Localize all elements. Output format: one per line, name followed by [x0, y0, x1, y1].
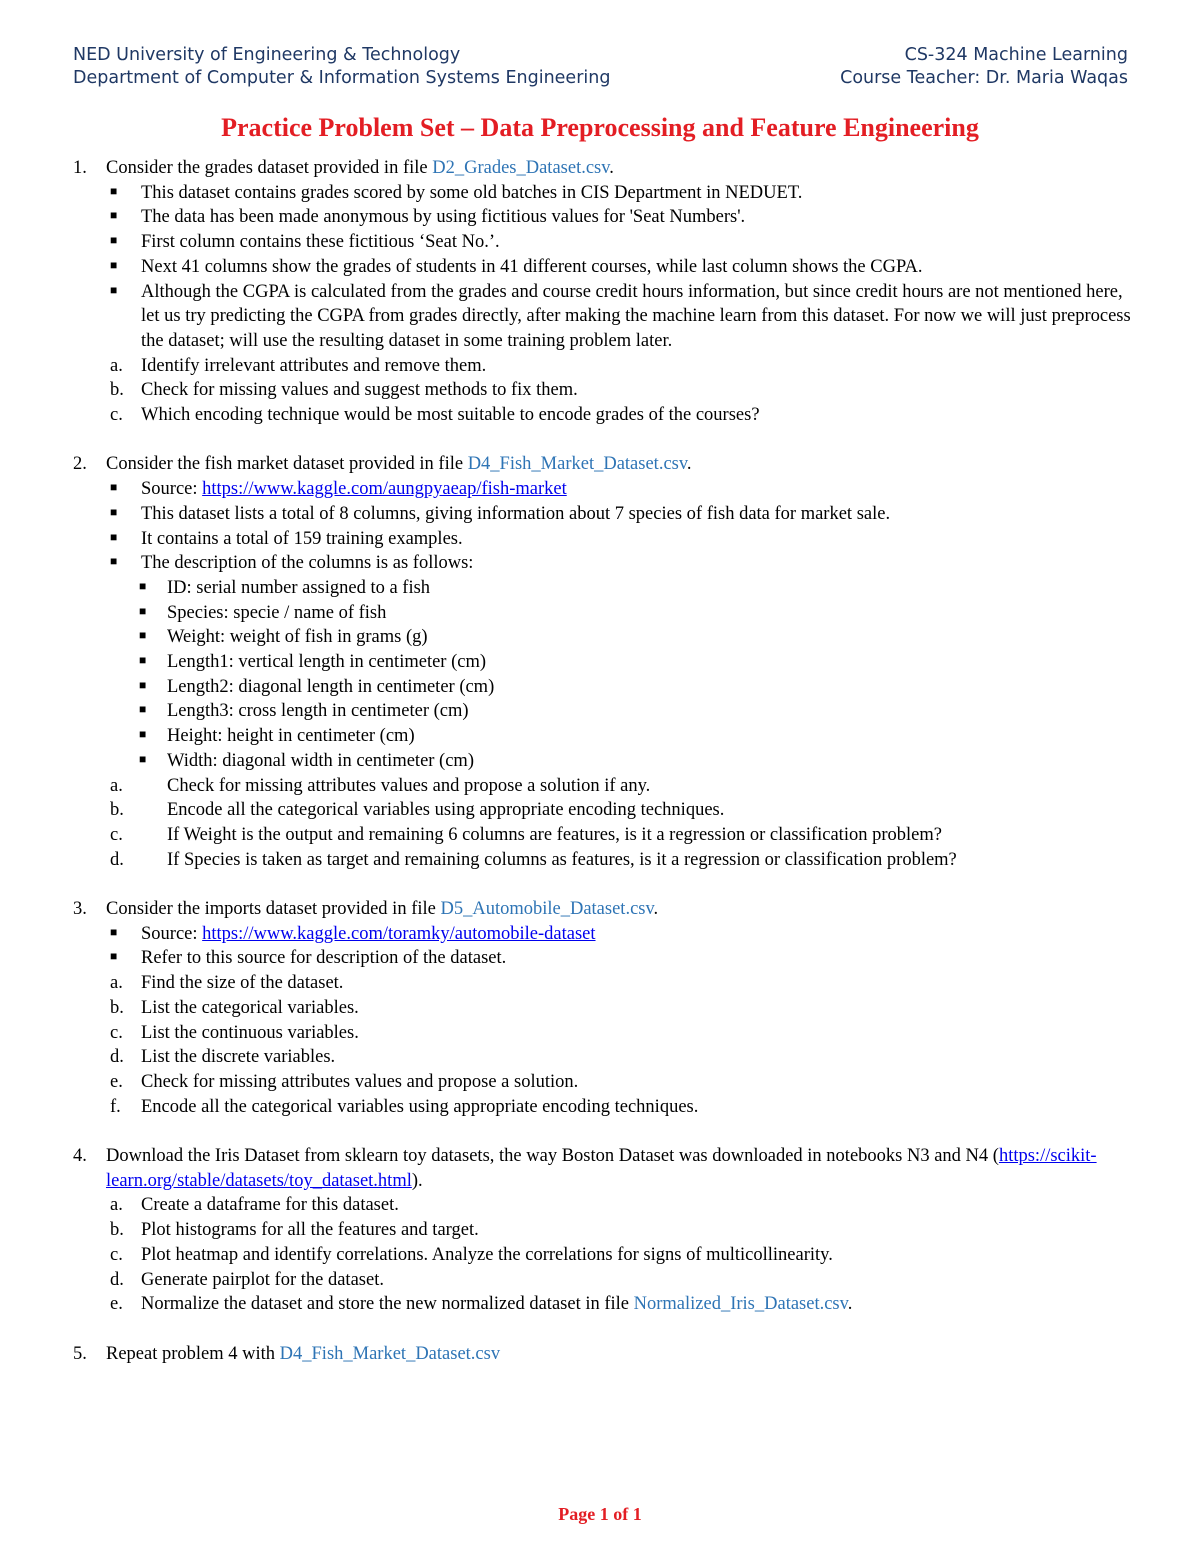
list-item	[73, 848, 1133, 873]
item-marker: e.	[110, 1294, 123, 1315]
file-name: D2_Grades_Dataset.csv	[432, 158, 610, 178]
item-marker: f.	[110, 1096, 121, 1117]
column-item	[73, 576, 1133, 601]
problem-lead: Consider the fish market dataset provided in file	[106, 454, 468, 475]
item-text: Encode all the categorical variables using appropriate encoding techniques.	[167, 800, 725, 821]
list-item	[73, 823, 1133, 848]
list-item	[73, 378, 1133, 403]
toy-dataset-link[interactable]: https://scikit-learn.org/stable/datasets/toy_dataset.html	[106, 1146, 1097, 1191]
university-name: NED University of Engineering & Technology	[73, 45, 461, 65]
item-marker: c.	[110, 824, 123, 845]
item-text: Create a dataframe for this dataset.	[141, 1195, 399, 1216]
problem-5	[73, 1342, 1133, 1367]
bullet-text: Next 41 columns show the grades of students in 41 different courses, while last column shows the CGPA.	[141, 256, 923, 277]
document-title: Practice Problem Set – Data Preprocessing and Feature Engineering	[221, 113, 979, 142]
item-marker: b.	[110, 800, 124, 821]
list-item	[73, 922, 1133, 947]
problem-number: 2.	[73, 454, 87, 475]
item-text: List the categorical variables.	[141, 997, 359, 1018]
problem-lead: Consider the grades dataset provided in file	[106, 158, 433, 178]
list-item	[73, 205, 1133, 230]
item-marker: b.	[110, 997, 124, 1018]
list-item	[73, 1193, 1133, 1218]
problem-number: 5.	[73, 1343, 87, 1364]
file-name: D5_Automobile_Dataset.csv	[440, 899, 654, 920]
source-label: Source:	[141, 923, 203, 944]
problem-lead: Repeat problem 4 with	[106, 1343, 280, 1364]
list-item	[73, 354, 1133, 379]
page-number: Page 1 of 1	[558, 1504, 642, 1524]
department-name: Department of Computer & Information Systems Engineering	[73, 68, 611, 88]
list-item	[73, 551, 1133, 576]
list-item	[73, 971, 1133, 996]
item-text: Find the size of the dataset.	[141, 973, 344, 994]
list-item	[73, 1268, 1133, 1293]
bullet-icon: ■	[110, 183, 118, 198]
column-text: Length3: cross length in centimeter (cm)	[167, 701, 469, 722]
list-item	[73, 477, 1133, 502]
course-name: CS-324 Machine Learning	[904, 45, 1128, 65]
bullet-icon: ■	[139, 603, 147, 618]
problem-4	[73, 1144, 1133, 1317]
bullet-text: First column contains these fictitious ‘Seat No.’.	[141, 232, 500, 253]
problem-3	[73, 897, 1133, 1119]
bullet-text: The data has been made anonymous by using fictitious values for 'Seat Numbers'.	[141, 207, 746, 228]
list-item	[73, 502, 1133, 527]
column-item	[73, 699, 1133, 724]
item-text: List the discrete variables.	[141, 1047, 336, 1068]
course-teacher: Course Teacher: Dr. Maria Waqas	[840, 68, 1128, 88]
list-item	[73, 527, 1133, 552]
list-item	[73, 774, 1133, 799]
bullet-icon: ■	[110, 480, 118, 495]
bullet-icon: ■	[139, 702, 147, 717]
item-marker: b.	[110, 1220, 124, 1241]
problem-1	[73, 156, 1133, 428]
item-marker: b.	[110, 380, 124, 401]
problem-lead: Download the Iris Dataset from sklearn toy datasets, the way Boston Dataset was downloaded in notebooks N3 and N4 (	[106, 1146, 999, 1167]
item-marker: c.	[110, 405, 123, 426]
list-item	[73, 1021, 1133, 1046]
list-item	[73, 996, 1133, 1021]
bullet-text: It contains a total of 159 training examples.	[141, 528, 463, 549]
list-item	[73, 403, 1133, 428]
item-marker: e.	[110, 1071, 123, 1092]
problem-list	[73, 156, 1133, 1391]
item-text: If Weight is the output and remaining 6 columns are features, is it a regression or classification problem?	[167, 824, 942, 845]
column-text: ID: serial number assigned to a fish	[167, 577, 431, 598]
item-marker: a.	[110, 355, 123, 376]
column-item	[73, 724, 1133, 749]
column-item	[73, 675, 1133, 700]
bullet-icon: ■	[139, 578, 147, 593]
bullet-icon: ■	[139, 751, 147, 766]
file-name: D4_Fish_Market_Dataset.csv	[467, 454, 687, 475]
item-text: Encode all the categorical variables using appropriate encoding techniques.	[141, 1096, 699, 1117]
bullet-icon: ■	[110, 208, 118, 223]
item-text: Generate pairplot for the dataset.	[141, 1269, 384, 1290]
bullet-text: Although the CGPA is calculated from the grades and course credit hours information, but since credit hours are not mentioned here, let us try predicting the CGPA from grades directly, after making the machine learn from this dataset. For now we will just preprocess the dataset; will use the resulting dataset in some training problem later.	[141, 281, 1131, 351]
item-text: If Species is taken as target and remaining columns as features, is it a regression or classification problem?	[167, 849, 957, 870]
bullet-text: This dataset lists a total of 8 columns, giving information about 7 species of fish data for market sale.	[141, 503, 891, 524]
bullet-icon: ■	[110, 282, 118, 297]
item-text: Check for missing attributes values and propose a solution if any.	[167, 775, 651, 796]
column-text: Height: height in centimeter (cm)	[167, 726, 415, 747]
bullet-icon: ■	[110, 504, 118, 519]
item-marker: d.	[110, 1269, 124, 1290]
bullet-text: The description of the columns is as follows:	[141, 553, 474, 574]
bullet-icon: ■	[139, 677, 147, 692]
list-item	[73, 1045, 1133, 1070]
bullet-icon: ■	[110, 554, 118, 569]
punctuation: .	[847, 1294, 853, 1315]
column-item	[73, 601, 1133, 626]
item-text: List the continuous variables.	[141, 1022, 359, 1043]
item-text: Check for missing attributes values and propose a solution.	[141, 1071, 579, 1092]
list-item	[73, 1243, 1133, 1268]
item-text: Which encoding technique would be most suitable to encode grades of the courses?	[141, 405, 760, 426]
problem-number: 1.	[73, 158, 87, 178]
source-label: Source:	[141, 479, 203, 500]
list-item	[73, 1095, 1133, 1120]
bullet-icon: ■	[110, 529, 118, 544]
source-link[interactable]: https://www.kaggle.com/toramky/automobile-dataset	[202, 923, 596, 944]
column-item	[73, 625, 1133, 650]
item-marker: d.	[110, 1047, 124, 1068]
list-item	[73, 230, 1133, 255]
list-item	[73, 946, 1133, 971]
punctuation: .	[653, 899, 659, 920]
bullet-text: This dataset contains grades scored by some old batches in CIS Department in NEDUET.	[141, 182, 803, 203]
column-item	[73, 650, 1133, 675]
file-name: D4_Fish_Market_Dataset.csv	[279, 1343, 501, 1364]
column-text: Length1: vertical length in centimeter (cm)	[167, 652, 486, 673]
item-marker: a.	[110, 1195, 123, 1216]
list-item	[73, 1292, 1133, 1317]
punctuation: .	[609, 158, 614, 178]
problem-lead: Consider the imports dataset provided in file	[106, 899, 441, 920]
list-item	[73, 255, 1133, 280]
bullet-icon: ■	[110, 949, 118, 964]
bullet-icon: ■	[110, 924, 118, 939]
item-text: Plot heatmap and identify correlations. Analyze the correlations for signs of multicollinearity.	[141, 1244, 833, 1265]
item-marker: a.	[110, 775, 123, 796]
item-text: Identify irrelevant attributes and remove them.	[141, 355, 487, 376]
bullet-text: Refer to this source for description of the dataset.	[141, 948, 507, 969]
item-text: Normalize the dataset and store the new normalized dataset in file	[141, 1294, 634, 1315]
problem-number: 3.	[73, 899, 87, 920]
item-marker: d.	[110, 849, 124, 870]
page-header	[73, 44, 1128, 90]
column-text: Length2: diagonal length in centimeter (cm)	[167, 676, 495, 697]
item-marker: c.	[110, 1244, 123, 1265]
column-text: Species: specie / name of fish	[167, 602, 387, 623]
item-text: Plot histograms for all the features and target.	[141, 1220, 479, 1241]
list-item	[73, 798, 1133, 823]
punctuation: .	[686, 454, 692, 475]
bullet-icon: ■	[139, 653, 147, 668]
column-text: Width: diagonal width in centimeter (cm)	[167, 750, 474, 771]
list-item	[73, 280, 1133, 354]
bullet-icon: ■	[110, 233, 118, 248]
list-item	[73, 1218, 1133, 1243]
item-text: Check for missing values and suggest methods to fix them.	[141, 380, 578, 401]
bullet-icon: ■	[139, 727, 147, 742]
item-marker: a.	[110, 973, 123, 994]
column-text: Weight: weight of fish in grams (g)	[167, 627, 428, 648]
item-marker: c.	[110, 1022, 123, 1043]
source-link[interactable]: https://www.kaggle.com/aungpyaeap/fish-market	[202, 479, 567, 500]
file-name: Normalized_Iris_Dataset.csv	[633, 1294, 848, 1315]
problem-2	[73, 452, 1133, 872]
bullet-icon: ■	[139, 628, 147, 643]
column-item	[73, 749, 1133, 774]
problem-number: 4.	[73, 1146, 87, 1167]
bullet-icon: ■	[110, 257, 118, 272]
list-item	[73, 1070, 1133, 1095]
list-item	[73, 181, 1133, 206]
punctuation: ).	[411, 1170, 423, 1191]
